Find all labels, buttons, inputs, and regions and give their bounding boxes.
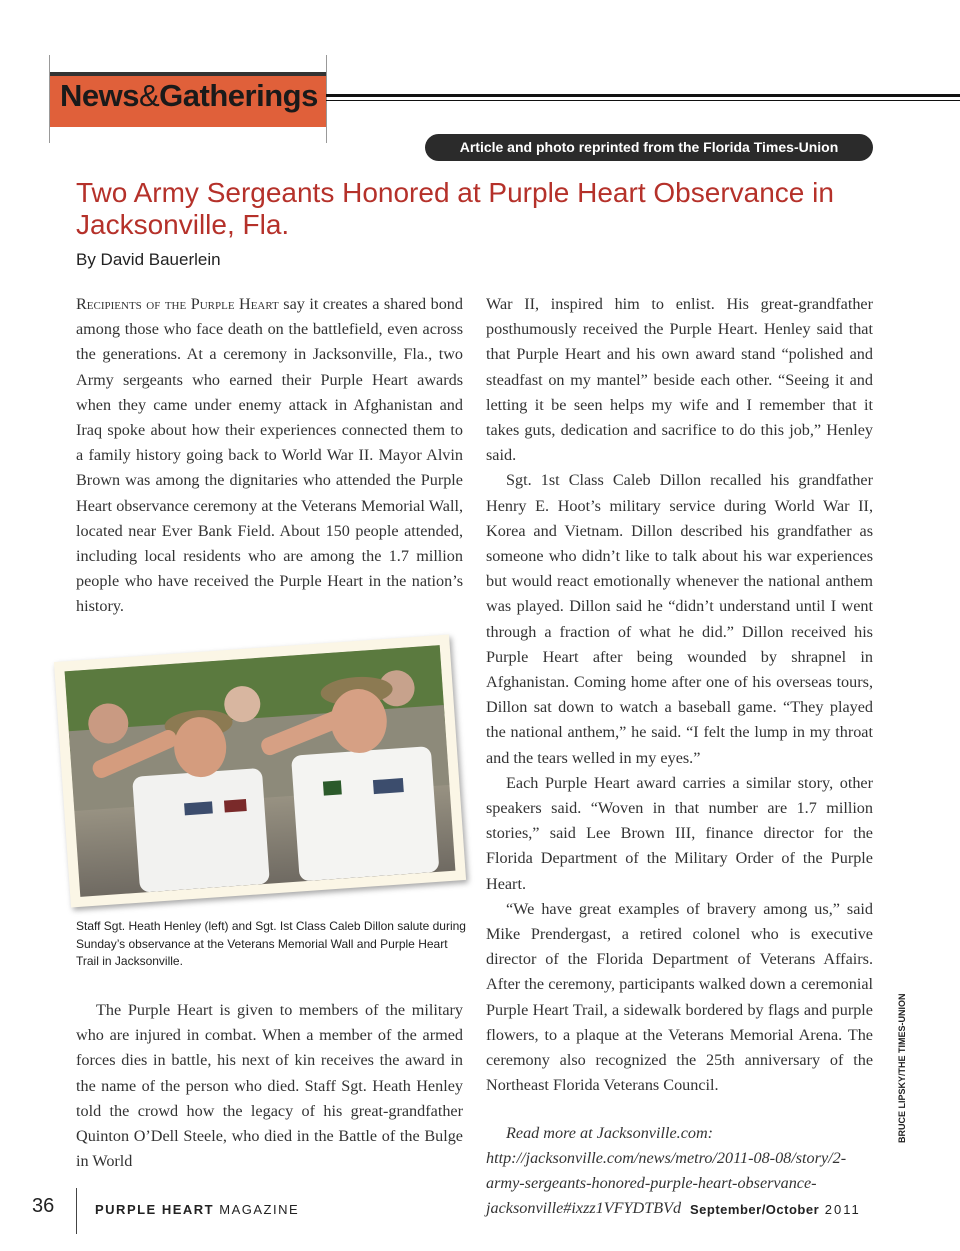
- magazine-name: PURPLE HEART MAGAZINE: [95, 1202, 300, 1217]
- paragraph-lead: Recipients of the Purple Heart say it creates a shared bond among those who face death on the battlefield, even across the generations. At a ceremony in Jacksonville, Fla., two Army sergeants who earned their Purple Heart awards when they came under enemy attack in Afghanistan and Iraq spoke about how their experiences connected them to a family history going back to World War II. Mayor Alvin Brown was among the dignitaries who attended the Purple Heart observance ceremony at the Veterans Memorial Wall, located near Ever Bank Field. About 150 people attended, including local residents who are among the 1.7 million people who have received the Purple Heart in the nation’s history.: [76, 295, 463, 616]
- paragraph-5: “We have great examples of bravery among us,” said Mike Prendergast, a retired colonel who is executive director of the Florida Department of Veterans Affairs. After the ceremony, participants walked down a ceremonial Purple Heart Trail, a sidewalk bordered by flags and purple flowers, to a plaque at the Veterans Memorial Arena. The ceremony also recognized the 25th anniversary of the Northeast Florida Veterans Council.: [486, 899, 873, 1095]
- header-rule: [326, 94, 960, 97]
- reprint-credit-badge: Article and photo reprinted from the Florida Times-Union: [425, 134, 873, 161]
- photo-credit: BRUCE LIPSKY/THE TIMES-UNION: [897, 993, 907, 1143]
- photo-caption: Staff Sgt. Heath Henley (left) and Sgt. Ist Class Caleb Dillon salute during Sunday’s observance at the Veterans Memorial Wall and Purple Heart Trail in Jacksonville.: [76, 919, 466, 968]
- header-rule-thin: [326, 100, 960, 101]
- article-headline: Two Army Sergeants Honored at Purple Heart Observance in Jacksonville, Fla.: [76, 177, 834, 240]
- article-column-right: [486, 292, 873, 1221]
- paragraph-3: Sgt. 1st Class Caleb Dillon recalled his grandfather Henry E. Hoot’s military service during World War II, Korea and Vietnam. Dillon described his grandfather as someone who didn’t like to talk about his war experiences but would react emotionally whenever the national anthem was played. Dillon said he “didn’t understand until I went through a fraction of what he did.” Dillon received his Purple Heart after being wounded by shrapnel in Afghanistan. Coming home after one of his overseas tours, Dillon sat down to watch a baseball game. “They played the national anthem,” he said. “I felt the lump in my throat and the tears welled in my eyes.”: [486, 471, 873, 767]
- footer-divider: [76, 1188, 77, 1234]
- issue-date: September/October 2011: [690, 1202, 861, 1217]
- paragraph-2-continued: War II, inspired him to enlist. His great-grandfather posthumously received the Purple Heart. Henley said that that Purple Heart and his own award stand “polished and steadfast on my mantel” beside each other. “Seeing it and letting it be seen helps my wife and I remember that it takes guts, dedication and sacrifice to do this job,” Henley said.: [486, 295, 873, 465]
- article-photo: [65, 645, 456, 897]
- read-more-link[interactable]: Read more at Jacksonville.com: http://jacksonville.com/news/metro/2011-08-08/story/2-army-sergeants-honored-purple-heart-observance-jacksonville#ixzz1VFYDTBVd: [486, 1123, 847, 1218]
- paragraph-2: The Purple Heart is given to members of the military who are injured in combat. When a member of the armed forces dies in battle, his next of kin receives the award in the name of the person who died. Staff Sgt. Heath Henley told the crowd how the legacy of his great-grandfather Quinton O’Dell Steele, who died in the Battle of the Bulge in World: [76, 1001, 463, 1171]
- page-number: 36: [32, 1195, 55, 1217]
- section-title: News&Gatherings: [60, 78, 318, 113]
- photo-illustration: [65, 645, 456, 897]
- photo-frame: [54, 634, 466, 907]
- article-column-left-top: [76, 292, 463, 620]
- lead-caps: Recipients of the Purple Heart: [76, 295, 279, 313]
- paragraph-4: Each Purple Heart award carries a similar story, other speakers said. “Woven in that number are 1.7 million stories,” said Lee Brown III, finance director for the Florida Department of the Military Order of the Purple Heart.: [486, 773, 873, 893]
- byline: By David Bauerlein: [76, 250, 221, 269]
- crop-mark-right: [326, 55, 327, 143]
- article-column-left-bottom: [76, 998, 463, 1174]
